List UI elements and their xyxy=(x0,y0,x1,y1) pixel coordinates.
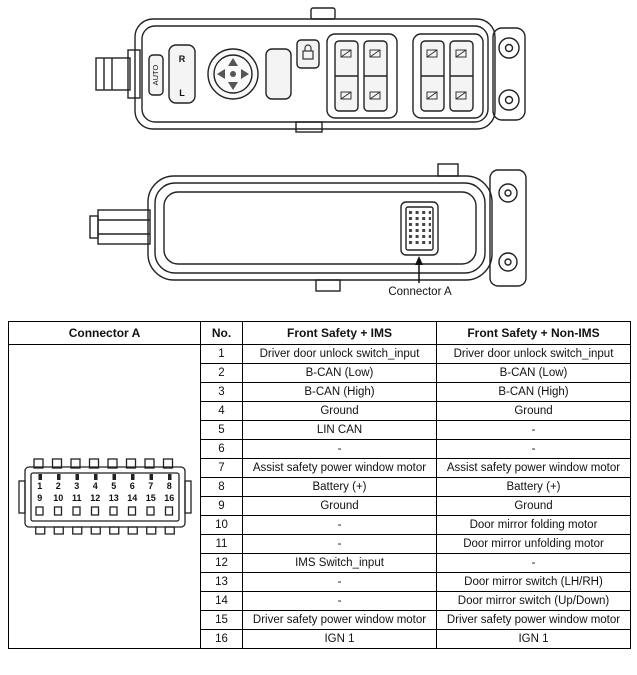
cell-front-safety-ims: Battery (+) xyxy=(243,478,437,497)
pin-number: 16 xyxy=(164,492,175,503)
table-row xyxy=(9,345,631,364)
power-window-switch-rear-view xyxy=(0,160,637,315)
header-front-safety-ims: Front Safety + IMS xyxy=(243,322,437,345)
pin-table-body xyxy=(9,345,631,649)
pin-number: 10 xyxy=(53,492,64,503)
mounting-tab-bottom xyxy=(296,122,322,132)
cell-no: 1 xyxy=(201,345,243,364)
window-glyph-icons xyxy=(341,50,466,99)
cell-front-safety-non-ims: Assist safety power window motor xyxy=(437,459,631,478)
pin-row-top xyxy=(31,481,179,491)
cell-front-safety-non-ims: B-CAN (Low) xyxy=(437,364,631,383)
pin-number: 8 xyxy=(166,480,172,491)
pin-number: 11 xyxy=(71,492,82,503)
cell-front-safety-ims: - xyxy=(243,440,437,459)
cell-front-safety-non-ims: Ground xyxy=(437,497,631,516)
cell-no: 9 xyxy=(201,497,243,516)
connector-a-label: Connector A xyxy=(388,286,452,298)
cell-front-safety-ims: - xyxy=(243,516,437,535)
pin-number: 14 xyxy=(127,492,138,503)
cell-front-safety-non-ims: Door mirror switch (LH/RH) xyxy=(437,573,631,592)
pin-table-header xyxy=(9,322,631,345)
pin-number: 12 xyxy=(90,492,101,503)
cell-no: 5 xyxy=(201,421,243,440)
window-lock-button xyxy=(297,40,319,68)
cell-no: 16 xyxy=(201,630,243,649)
pin-number: 1 xyxy=(37,480,43,491)
pin-number: 6 xyxy=(129,480,135,491)
cell-front-safety-ims: LIN CAN xyxy=(243,421,437,440)
cell-front-safety-non-ims: B-CAN (High) xyxy=(437,383,631,402)
mounting-tab-top xyxy=(438,164,458,176)
auto-button-label: AUTO xyxy=(151,64,160,86)
pin-number: 9 xyxy=(37,492,43,503)
cell-front-safety-ims: - xyxy=(243,573,437,592)
cell-front-safety-non-ims: - xyxy=(437,421,631,440)
cell-front-safety-non-ims: Driver door unlock switch_input xyxy=(437,345,631,364)
connector-pinout-cell xyxy=(9,345,201,649)
cell-front-safety-non-ims: Ground xyxy=(437,402,631,421)
mounting-bracket-right xyxy=(493,28,525,120)
cell-front-safety-non-ims: - xyxy=(437,440,631,459)
cell-front-safety-ims: IMS Switch_input xyxy=(243,554,437,573)
cell-no: 13 xyxy=(201,573,243,592)
cell-no: 2 xyxy=(201,364,243,383)
pin-number: 13 xyxy=(108,492,119,503)
cell-front-safety-non-ims: Door mirror unfolding motor xyxy=(437,535,631,554)
cell-no: 10 xyxy=(201,516,243,535)
mounting-tab-top xyxy=(311,8,335,19)
pin-table xyxy=(8,321,631,649)
cell-front-safety-ims: B-CAN (Low) xyxy=(243,364,437,383)
wire-stalk xyxy=(98,210,150,244)
cell-front-safety-non-ims: Battery (+) xyxy=(437,478,631,497)
cell-no: 14 xyxy=(201,592,243,611)
cell-front-safety-ims: - xyxy=(243,535,437,554)
cell-front-safety-non-ims: Door mirror switch (Up/Down) xyxy=(437,592,631,611)
cell-no: 11 xyxy=(201,535,243,554)
pin-number: 5 xyxy=(111,480,117,491)
pin-number: 7 xyxy=(148,480,154,491)
pin-number: 3 xyxy=(74,480,80,491)
connector-pinout-diagram xyxy=(17,445,193,549)
cell-front-safety-ims: B-CAN (High) xyxy=(243,383,437,402)
cell-no: 6 xyxy=(201,440,243,459)
mirror-select-left-label: L xyxy=(179,88,185,98)
cell-front-safety-ims: Ground xyxy=(243,402,437,421)
pin-number: 15 xyxy=(145,492,156,503)
cell-no: 7 xyxy=(201,459,243,478)
cell-front-safety-non-ims: Door mirror folding motor xyxy=(437,516,631,535)
mirror-select-right-label: R xyxy=(178,54,186,64)
mirror-fold-button xyxy=(266,49,291,99)
cell-front-safety-ims: - xyxy=(243,592,437,611)
header-no: No. xyxy=(201,322,243,345)
cell-front-safety-non-ims: Driver safety power window motor xyxy=(437,611,631,630)
header-connector-a: Connector A xyxy=(9,322,201,345)
mounting-bracket-right xyxy=(490,170,526,286)
connector-a-pins xyxy=(408,210,431,247)
cell-no: 8 xyxy=(201,478,243,497)
cell-front-safety-ims: Ground xyxy=(243,497,437,516)
mounting-tab-bottom xyxy=(316,280,340,291)
cell-front-safety-non-ims: IGN 1 xyxy=(437,630,631,649)
power-window-switch-front-view xyxy=(0,0,637,160)
cell-front-safety-ims: Driver door unlock switch_input xyxy=(243,345,437,364)
housing-outline-mid xyxy=(155,183,485,273)
cell-no: 4 xyxy=(201,402,243,421)
cell-no: 3 xyxy=(201,383,243,402)
pin-row-bottom xyxy=(31,493,179,503)
connector-a-pointer-arrow-icon xyxy=(415,256,423,283)
wire-stalk xyxy=(96,58,130,90)
cell-front-safety-ims: Driver safety power window motor xyxy=(243,611,437,630)
cell-front-safety-non-ims: - xyxy=(437,554,631,573)
pin-number: 2 xyxy=(55,480,61,491)
cell-front-safety-ims: IGN 1 xyxy=(243,630,437,649)
header-front-safety-non-ims: Front Safety + Non-IMS xyxy=(437,322,631,345)
cell-no: 15 xyxy=(201,611,243,630)
cell-front-safety-ims: Assist safety power window motor xyxy=(243,459,437,478)
pin-number: 4 xyxy=(92,480,98,491)
cell-no: 12 xyxy=(201,554,243,573)
